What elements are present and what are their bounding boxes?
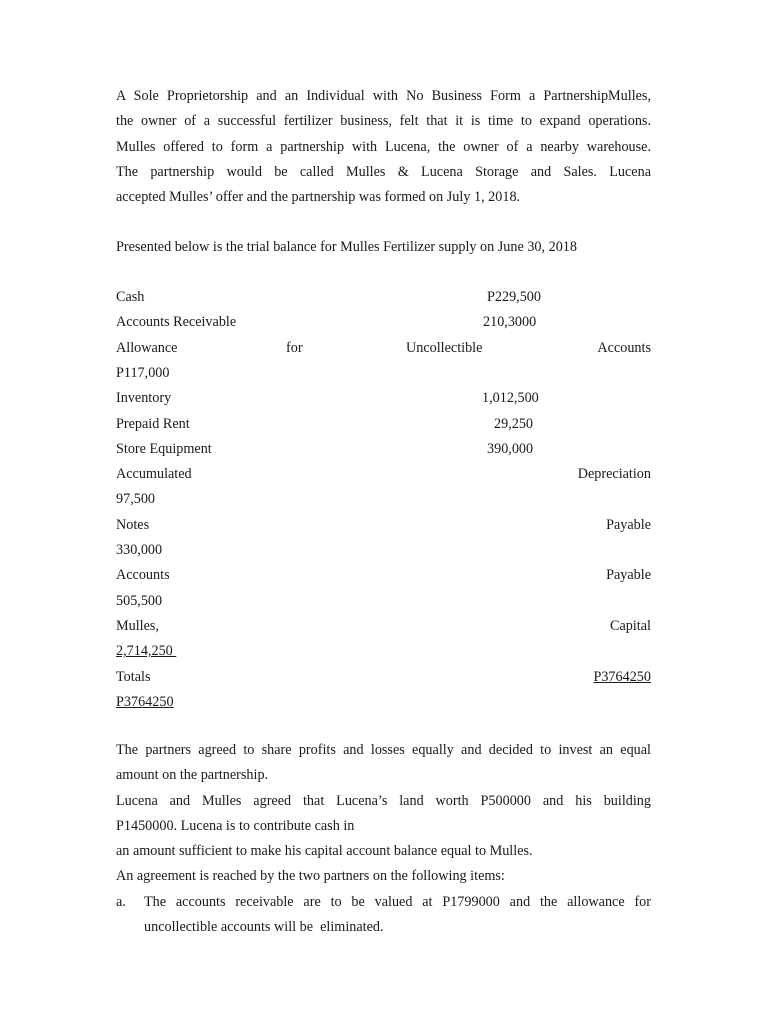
agreement-line: The partners agreed to share profits and losses equally and decided to invest an equal [116,742,651,758]
tb-label-word: Mulles, [116,617,159,634]
tb-label-word: Capital [610,617,651,634]
tb-label-word: for [286,339,303,356]
tb-label-word: Allowance [116,339,178,356]
tb-row-accounts-payable-amount [116,589,651,614]
agreement-line: An agreement is reached by the two partners on the following items: [116,868,505,885]
tb-label-word: Payable [606,567,651,584]
agreement-section [116,738,651,940]
intro-line: accepted Mulles’ offer and the partnership was formed on July 1, 2018. [116,189,521,206]
tb-label-word: Notes [116,516,150,533]
tb-row-notes-payable-amount [116,538,651,563]
tb-row-totals-amount [116,690,651,715]
tb-row-store-equipment [116,437,651,462]
tb-row-mulles-capital [116,614,651,639]
tb-label: Prepaid Rent [116,415,190,432]
tb-row-allowance [116,336,651,361]
tb-amount: 2,714,250 [116,643,177,660]
tb-row-mulles-capital-amount [116,639,651,664]
tb-row-accounts-receivable [116,310,651,335]
list-item-a [116,890,651,941]
intro-paragraph [116,84,651,210]
tb-row-notes-payable [116,513,651,538]
tb-amount: 1,012,500 [482,390,539,407]
agreement-line: an amount sufficient to make his capital account balance equal to Mulles. [116,843,533,860]
tb-label-word: Accounts [597,339,651,356]
tb-label-word: Accounts [116,567,170,584]
tb-amount: 390,000 [487,440,534,457]
list-item-line: The accounts receivable are to be valued at P1799000 and the allowance for [144,893,651,910]
tb-row-inventory [116,386,651,411]
tb-row-cash [116,285,651,310]
tb-label: Store Equipment [116,440,212,457]
tb-row-accumulated-depreciation [116,462,651,487]
agreement-line: Lucena and Mulles agreed that Lucena’s land worth P500000 and his building [116,792,651,809]
list-marker: a. [116,893,126,910]
agreement-line: amount on the partnership. [116,767,269,784]
tb-amount: 505,500 [116,592,163,609]
tb-row-allowance-amount [116,361,651,386]
tb-total-debit: P3764250 [116,693,174,710]
tb-row-totals [116,665,651,690]
list-item-line: uncollectible accounts will be eliminated. [144,919,384,936]
trial-balance [116,285,651,715]
tb-label-word: Payable [606,516,651,533]
tb-label-word: Uncollectible [406,339,483,356]
tb-amount: 330,000 [116,542,163,558]
tb-label: Cash [116,289,145,305]
tb-amount: 210,3000 [483,314,537,331]
tb-row-accounts-payable [116,563,651,588]
tb-row-accumulated-depreciation-amount [116,487,651,512]
intro-line: Mulles offered to form a partnership with Lucena, the owner of a nearby warehouse. [116,138,651,155]
tb-label: Inventory [116,390,172,407]
tb-label: Accounts Receivable [116,314,237,331]
tb-amount: P117,000 [116,364,170,381]
tb-amount: P229,500 [487,289,541,305]
intro-line: the owner of a successful fertilizer business, felt that it is time to expand operations. [116,113,651,130]
tb-total-credit: P3764250 [593,668,651,685]
intro-line: A Sole Proprietorship and an Individual with No Business Form a PartnershipMulles, [116,88,651,104]
intro-line: The partnership would be called Mulles & Lucena Storage and Sales. Lucena [116,163,651,180]
tb-label: Totals [116,668,151,685]
tb-row-prepaid-rent [116,412,651,437]
tb-label-word: Depreciation [577,466,651,483]
tb-amount: 29,250 [494,415,534,432]
tb-label-word: Accumulated [116,466,192,483]
trial-balance-heading: Presented below is the trial balance for Mulles Fertilizer supply on June 30, 2018 [116,239,577,255]
agreement-line: P1450000. Lucena is to contribute cash in [116,817,355,834]
tb-amount: 97,500 [116,491,156,508]
